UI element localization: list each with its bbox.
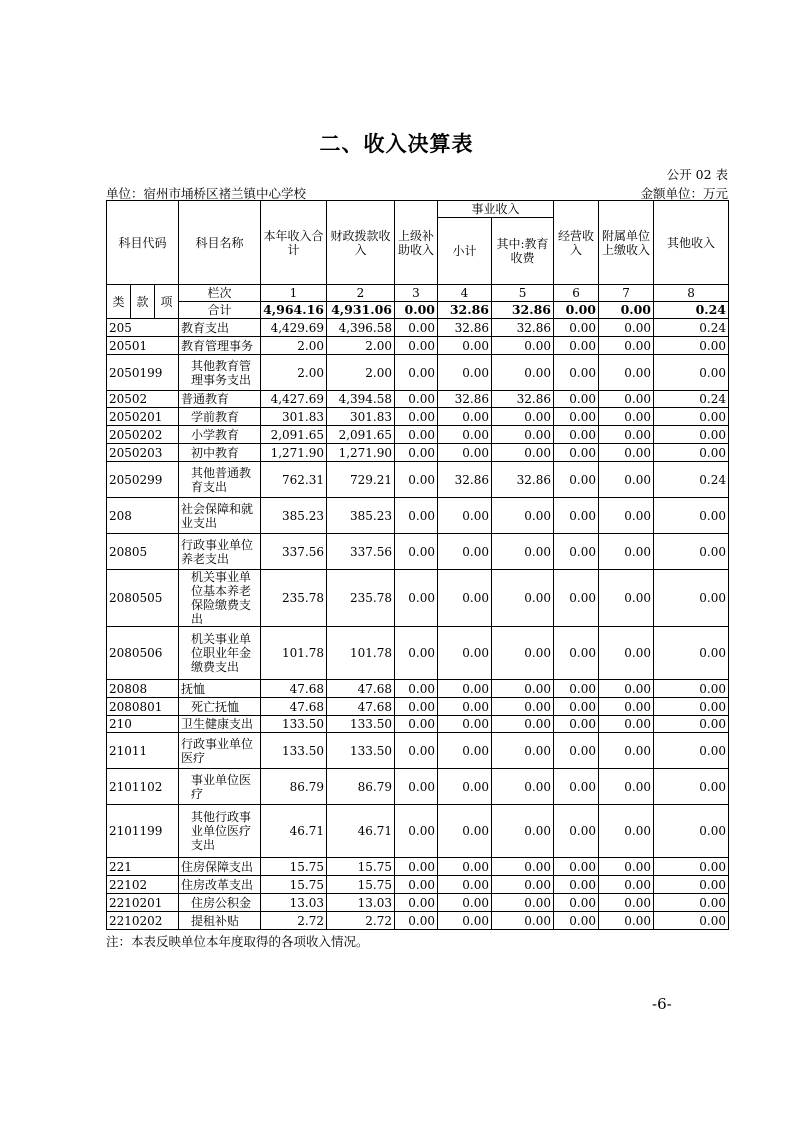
amount-cell: 0.00 xyxy=(599,444,654,462)
subject-name: 提租补贴 xyxy=(179,912,261,930)
table-row xyxy=(107,698,729,716)
amount-cell: 0.00 xyxy=(654,716,729,733)
amount-cell: 0.00 xyxy=(599,498,654,534)
amount-cell: 133.50 xyxy=(327,733,395,769)
amount-cell: 0.00 xyxy=(554,426,599,444)
subject-code: 21011 xyxy=(107,733,179,769)
table-row xyxy=(107,570,729,627)
amount-cell: 0.00 xyxy=(554,912,599,930)
subject-name: 机关事业单位基本养老保险缴费支出 xyxy=(179,570,261,627)
header-xiang: 项 xyxy=(155,285,179,319)
amount-cell: 0.00 xyxy=(395,627,438,680)
amount-cell: 47.68 xyxy=(261,698,327,716)
amount-cell: 0.00 xyxy=(438,769,492,805)
amount-cell: 0.00 xyxy=(438,716,492,733)
col-number: 1 xyxy=(261,285,327,302)
amount-cell: 762.31 xyxy=(261,462,327,498)
amount-cell: 0.00 xyxy=(554,627,599,680)
header-lei: 类 xyxy=(107,285,131,319)
subject-code: 2050201 xyxy=(107,408,179,426)
amount-cell: 1,271.90 xyxy=(261,444,327,462)
amount-cell: 0.00 xyxy=(395,444,438,462)
form-code: 公开 02 表 xyxy=(666,167,728,182)
amount-cell: 0.00 xyxy=(554,805,599,858)
amount-cell: 0.24 xyxy=(654,462,729,498)
table-row xyxy=(107,391,729,408)
amount-cell: 0.00 xyxy=(554,733,599,769)
amount-cell: 0.24 xyxy=(654,319,729,337)
subject-code: 210 xyxy=(107,716,179,733)
amount-cell: 0.00 xyxy=(492,337,554,355)
amount-cell: 0.00 xyxy=(395,876,438,894)
amount-cell: 0.00 xyxy=(654,570,729,627)
subject-name: 卫生健康支出 xyxy=(179,716,261,733)
amount-cell: 0.00 xyxy=(395,391,438,408)
table-row xyxy=(107,444,729,462)
header-upper: 上级补助收入 xyxy=(395,201,438,285)
amount-cell: 101.78 xyxy=(261,627,327,680)
amount-cell: 0.00 xyxy=(395,408,438,426)
amount-cell: 0.00 xyxy=(395,805,438,858)
table-row xyxy=(107,912,729,930)
amount-cell: 0.00 xyxy=(438,733,492,769)
amount-cell: 0.00 xyxy=(599,716,654,733)
amount-cell: 32.86 xyxy=(438,391,492,408)
col-number: 2 xyxy=(327,285,395,302)
total-value: 32.86 xyxy=(438,302,492,319)
header-subtotal: 小计 xyxy=(438,218,492,285)
amount-cell: 0.00 xyxy=(438,534,492,570)
header-row-label: 栏次 xyxy=(179,285,261,302)
amount-cell: 2.00 xyxy=(261,337,327,355)
subject-name: 行政事业单位养老支出 xyxy=(179,534,261,570)
amount-cell: 4,394.58 xyxy=(327,391,395,408)
amount-cell: 0.00 xyxy=(599,355,654,391)
amount-cell: 0.00 xyxy=(438,876,492,894)
amount-cell: 0.00 xyxy=(395,912,438,930)
amount-cell: 0.00 xyxy=(599,319,654,337)
amount-cell: 0.00 xyxy=(492,426,554,444)
subject-code: 2080801 xyxy=(107,698,179,716)
table-row xyxy=(107,805,729,858)
amount-cell: 47.68 xyxy=(327,680,395,698)
amount-cell: 0.00 xyxy=(438,805,492,858)
amount-cell: 0.00 xyxy=(554,319,599,337)
amount-cell: 0.00 xyxy=(438,627,492,680)
amount-cell: 0.00 xyxy=(654,337,729,355)
subject-code: 2050199 xyxy=(107,355,179,391)
amount-cell: 32.86 xyxy=(492,391,554,408)
amount-cell: 0.00 xyxy=(438,858,492,876)
header-affiliated: 附属单位上缴收入 xyxy=(599,201,654,285)
amount-cell: 0.00 xyxy=(438,498,492,534)
header-subject-code: 科目代码 xyxy=(107,201,179,285)
amount-cell: 0.00 xyxy=(438,698,492,716)
amount-unit-label: 金额单位：万元 xyxy=(640,186,728,201)
amount-cell: 0.00 xyxy=(438,355,492,391)
amount-cell: 0.00 xyxy=(599,876,654,894)
amount-cell: 0.00 xyxy=(654,498,729,534)
amount-cell: 729.21 xyxy=(327,462,395,498)
amount-cell: 0.00 xyxy=(492,534,554,570)
amount-cell: 46.71 xyxy=(327,805,395,858)
subject-code: 2050299 xyxy=(107,462,179,498)
subject-name: 死亡抚恤 xyxy=(179,698,261,716)
header-edu-fee: 其中:教育收费 xyxy=(492,218,554,285)
total-value: 32.86 xyxy=(492,302,554,319)
table-row xyxy=(107,876,729,894)
amount-cell: 86.79 xyxy=(261,769,327,805)
table-row xyxy=(107,534,729,570)
subject-code: 2050203 xyxy=(107,444,179,462)
amount-cell: 47.68 xyxy=(327,698,395,716)
amount-cell: 13.03 xyxy=(327,894,395,912)
subject-code: 2101102 xyxy=(107,769,179,805)
income-table xyxy=(106,200,729,930)
page-title: 二、收入决算表 xyxy=(319,132,474,156)
amount-cell: 0.00 xyxy=(654,680,729,698)
amount-cell: 0.00 xyxy=(492,858,554,876)
total-value: 4,964.16 xyxy=(261,302,327,319)
amount-cell: 0.00 xyxy=(654,408,729,426)
amount-cell: 0.00 xyxy=(554,894,599,912)
subject-name: 住房改革支出 xyxy=(179,876,261,894)
subject-name: 初中教育 xyxy=(179,444,261,462)
col-number: 8 xyxy=(654,285,729,302)
amount-cell: 0.00 xyxy=(654,355,729,391)
amount-cell: 0.00 xyxy=(438,912,492,930)
amount-cell: 0.00 xyxy=(554,680,599,698)
subject-name: 社会保障和就业支出 xyxy=(179,498,261,534)
table-row xyxy=(107,319,729,337)
amount-cell: 0.00 xyxy=(438,444,492,462)
col-number: 6 xyxy=(554,285,599,302)
subject-code: 208 xyxy=(107,498,179,534)
amount-cell: 0.00 xyxy=(554,698,599,716)
table-row xyxy=(107,858,729,876)
amount-cell: 15.75 xyxy=(327,876,395,894)
amount-cell: 2,091.65 xyxy=(327,426,395,444)
table-row xyxy=(107,716,729,733)
amount-cell: 0.00 xyxy=(654,627,729,680)
table-row xyxy=(107,408,729,426)
header-business-group: 事业收入 xyxy=(438,201,554,218)
amount-cell: 0.00 xyxy=(599,408,654,426)
amount-cell: 0.00 xyxy=(395,680,438,698)
amount-cell: 0.00 xyxy=(654,733,729,769)
amount-cell: 0.00 xyxy=(395,769,438,805)
amount-cell: 301.83 xyxy=(261,408,327,426)
amount-cell: 0.00 xyxy=(599,805,654,858)
amount-cell: 0.00 xyxy=(395,698,438,716)
header-other: 其他收入 xyxy=(654,201,729,285)
amount-cell: 235.78 xyxy=(327,570,395,627)
total-row xyxy=(107,302,729,319)
amount-cell: 101.78 xyxy=(327,627,395,680)
amount-cell: 0.00 xyxy=(599,680,654,698)
amount-cell: 0.00 xyxy=(654,894,729,912)
amount-cell: 0.00 xyxy=(599,426,654,444)
amount-cell: 0.00 xyxy=(395,894,438,912)
amount-cell: 0.00 xyxy=(654,444,729,462)
amount-cell: 0.00 xyxy=(554,570,599,627)
table-note: 注：本表反映单位本年度取得的各项收入情况。 xyxy=(106,934,369,949)
subject-name: 学前教育 xyxy=(179,408,261,426)
amount-cell: 0.00 xyxy=(599,627,654,680)
header-operating: 经营收入 xyxy=(554,201,599,285)
amount-cell: 0.00 xyxy=(654,769,729,805)
page-number: -6- xyxy=(652,995,672,1013)
amount-cell: 0.00 xyxy=(654,534,729,570)
amount-cell: 0.00 xyxy=(492,716,554,733)
col-number: 4 xyxy=(438,285,492,302)
amount-cell: 0.00 xyxy=(438,426,492,444)
amount-cell: 0.00 xyxy=(599,462,654,498)
amount-cell: 0.00 xyxy=(492,769,554,805)
amount-cell: 0.00 xyxy=(492,912,554,930)
amount-cell: 0.00 xyxy=(492,627,554,680)
col-number: 7 xyxy=(599,285,654,302)
subject-name: 其他行政事业单位医疗支出 xyxy=(179,805,261,858)
amount-cell: 47.68 xyxy=(261,680,327,698)
table-row xyxy=(107,627,729,680)
amount-cell: 0.00 xyxy=(599,570,654,627)
total-value: 0.00 xyxy=(554,302,599,319)
amount-cell: 0.24 xyxy=(654,391,729,408)
total-value: 0.24 xyxy=(654,302,729,319)
amount-cell: 0.00 xyxy=(395,534,438,570)
subject-name: 机关事业单位职业年金缴费支出 xyxy=(179,627,261,680)
amount-cell: 0.00 xyxy=(395,337,438,355)
subject-code: 20501 xyxy=(107,337,179,355)
amount-cell: 0.00 xyxy=(599,534,654,570)
amount-cell: 15.75 xyxy=(327,858,395,876)
amount-cell: 337.56 xyxy=(261,534,327,570)
subject-name: 教育管理事务 xyxy=(179,337,261,355)
amount-cell: 15.75 xyxy=(261,858,327,876)
col-number: 5 xyxy=(492,285,554,302)
amount-cell: 0.00 xyxy=(492,498,554,534)
total-value: 0.00 xyxy=(395,302,438,319)
amount-cell: 0.00 xyxy=(395,462,438,498)
amount-cell: 0.00 xyxy=(654,426,729,444)
header-kuan: 款 xyxy=(131,285,155,319)
amount-cell: 0.00 xyxy=(554,337,599,355)
subject-code: 2080506 xyxy=(107,627,179,680)
subject-name: 教育支出 xyxy=(179,319,261,337)
subject-code: 20805 xyxy=(107,534,179,570)
amount-cell: 0.00 xyxy=(395,570,438,627)
amount-cell: 0.00 xyxy=(599,733,654,769)
table-row xyxy=(107,894,729,912)
amount-cell: 0.00 xyxy=(554,534,599,570)
amount-cell: 235.78 xyxy=(261,570,327,627)
subject-name: 事业单位医疗 xyxy=(179,769,261,805)
amount-cell: 32.86 xyxy=(492,319,554,337)
header-fiscal: 财政拨款收入 xyxy=(327,201,395,285)
subject-name: 普通教育 xyxy=(179,391,261,408)
amount-cell: 4,429.69 xyxy=(261,319,327,337)
amount-cell: 0.00 xyxy=(492,698,554,716)
subject-name: 其他教育管理事务支出 xyxy=(179,355,261,391)
amount-cell: 385.23 xyxy=(327,498,395,534)
amount-cell: 2.00 xyxy=(327,337,395,355)
table-row xyxy=(107,733,729,769)
table-row xyxy=(107,337,729,355)
subject-code: 22102 xyxy=(107,876,179,894)
amount-cell: 0.00 xyxy=(654,876,729,894)
amount-cell: 4,396.58 xyxy=(327,319,395,337)
subject-code: 2101199 xyxy=(107,805,179,858)
amount-cell: 0.00 xyxy=(492,733,554,769)
amount-cell: 0.00 xyxy=(438,337,492,355)
header-total-income: 本年收入合计 xyxy=(261,201,327,285)
amount-cell: 0.00 xyxy=(395,319,438,337)
amount-cell: 4,427.69 xyxy=(261,391,327,408)
table-row xyxy=(107,426,729,444)
table-row xyxy=(107,680,729,698)
subject-name: 其他普通教育支出 xyxy=(179,462,261,498)
subject-code: 221 xyxy=(107,858,179,876)
table-row xyxy=(107,355,729,391)
amount-cell: 0.00 xyxy=(554,462,599,498)
amount-cell: 385.23 xyxy=(261,498,327,534)
amount-cell: 86.79 xyxy=(327,769,395,805)
amount-cell: 0.00 xyxy=(492,876,554,894)
amount-cell: 0.00 xyxy=(554,391,599,408)
amount-cell: 0.00 xyxy=(599,912,654,930)
amount-cell: 301.83 xyxy=(327,408,395,426)
amount-cell: 0.00 xyxy=(599,698,654,716)
amount-cell: 0.00 xyxy=(492,408,554,426)
amount-cell: 0.00 xyxy=(492,680,554,698)
amount-cell: 0.00 xyxy=(492,355,554,391)
amount-cell: 0.00 xyxy=(554,498,599,534)
amount-cell: 2.72 xyxy=(261,912,327,930)
subject-code: 2050202 xyxy=(107,426,179,444)
amount-cell: 2.00 xyxy=(261,355,327,391)
amount-cell: 0.00 xyxy=(438,408,492,426)
amount-cell: 13.03 xyxy=(261,894,327,912)
amount-cell: 0.00 xyxy=(395,355,438,391)
subject-code: 2080505 xyxy=(107,570,179,627)
amount-cell: 0.00 xyxy=(654,805,729,858)
amount-cell: 2,091.65 xyxy=(261,426,327,444)
amount-cell: 0.00 xyxy=(554,858,599,876)
subject-name: 小学教育 xyxy=(179,426,261,444)
subject-code: 205 xyxy=(107,319,179,337)
amount-cell: 0.00 xyxy=(654,698,729,716)
amount-cell: 0.00 xyxy=(554,408,599,426)
amount-cell: 133.50 xyxy=(261,716,327,733)
amount-cell: 0.00 xyxy=(554,355,599,391)
amount-cell: 0.00 xyxy=(554,716,599,733)
amount-cell: 0.00 xyxy=(395,733,438,769)
table-row xyxy=(107,462,729,498)
amount-cell: 0.00 xyxy=(438,894,492,912)
amount-cell: 0.00 xyxy=(599,769,654,805)
subject-name: 抚恤 xyxy=(179,680,261,698)
amount-cell: 32.86 xyxy=(492,462,554,498)
total-value: 4,931.06 xyxy=(327,302,395,319)
amount-cell: 32.86 xyxy=(438,462,492,498)
subject-code: 2210202 xyxy=(107,912,179,930)
amount-cell: 0.00 xyxy=(438,570,492,627)
subject-name: 行政事业单位医疗 xyxy=(179,733,261,769)
amount-cell: 0.00 xyxy=(654,912,729,930)
amount-cell: 133.50 xyxy=(327,716,395,733)
amount-cell: 0.00 xyxy=(492,894,554,912)
total-label: 合计 xyxy=(179,302,261,319)
subject-name: 住房保障支出 xyxy=(179,858,261,876)
amount-cell: 0.00 xyxy=(554,444,599,462)
amount-cell: 0.00 xyxy=(395,498,438,534)
amount-cell: 0.00 xyxy=(599,858,654,876)
amount-cell: 0.00 xyxy=(438,680,492,698)
amount-cell: 2.00 xyxy=(327,355,395,391)
total-value: 0.00 xyxy=(599,302,654,319)
amount-cell: 337.56 xyxy=(327,534,395,570)
amount-cell: 0.00 xyxy=(599,391,654,408)
subject-code: 20808 xyxy=(107,680,179,698)
unit-label: 单位：宿州市埇桥区褚兰镇中心学校 xyxy=(106,186,307,201)
header-subject-name: 科目名称 xyxy=(179,201,261,285)
amount-cell: 32.86 xyxy=(438,319,492,337)
amount-cell: 133.50 xyxy=(261,733,327,769)
amount-cell: 0.00 xyxy=(654,858,729,876)
amount-cell: 0.00 xyxy=(395,426,438,444)
amount-cell: 15.75 xyxy=(261,876,327,894)
amount-cell: 0.00 xyxy=(492,805,554,858)
amount-cell: 1,271.90 xyxy=(327,444,395,462)
amount-cell: 0.00 xyxy=(395,716,438,733)
amount-cell: 46.71 xyxy=(261,805,327,858)
subject-code: 2210201 xyxy=(107,894,179,912)
amount-cell: 0.00 xyxy=(554,769,599,805)
amount-cell: 0.00 xyxy=(554,876,599,894)
amount-cell: 0.00 xyxy=(599,337,654,355)
subject-code: 20502 xyxy=(107,391,179,408)
amount-cell: 2.72 xyxy=(327,912,395,930)
subject-name: 住房公积金 xyxy=(179,894,261,912)
table-row xyxy=(107,498,729,534)
amount-cell: 0.00 xyxy=(395,858,438,876)
amount-cell: 0.00 xyxy=(492,570,554,627)
amount-cell: 0.00 xyxy=(492,444,554,462)
amount-cell: 0.00 xyxy=(599,894,654,912)
col-number: 3 xyxy=(395,285,438,302)
table-row xyxy=(107,769,729,805)
